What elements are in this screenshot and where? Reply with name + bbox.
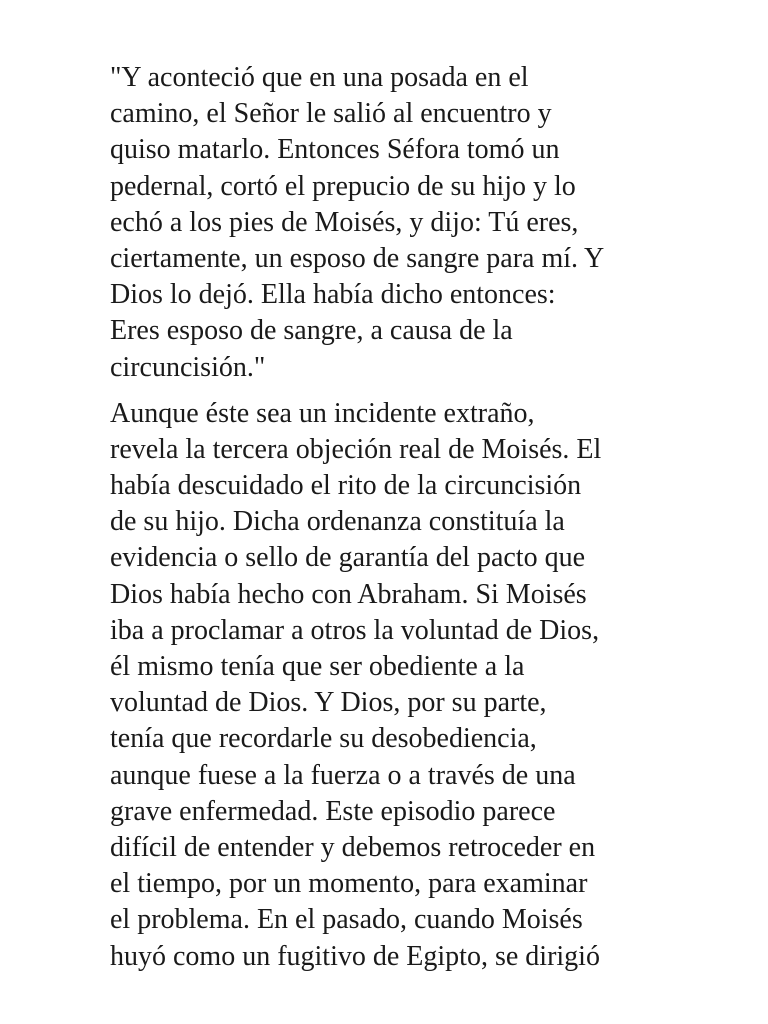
text-line: de su hijo. Dicha ordenanza constituía la (110, 506, 565, 538)
text-line: quiso matarlo. Entonces Séfora tomó un (110, 134, 560, 166)
paragraph-spacer (110, 386, 670, 396)
text-line: ciertamente, un esposo de sangre para mí. Y (110, 242, 605, 274)
paragraph-commentary (110, 396, 670, 975)
text-line: Eres esposo de sangre, a causa de la (110, 315, 513, 347)
text-line: había descuidado el rito de la circuncisión (110, 470, 582, 502)
text-line: aunque fuese a la fuerza o a través de una (110, 759, 576, 791)
text-line: Aunque éste sea un incidente extraño, (110, 397, 535, 429)
text-line: voluntad de Dios. Y Dios, por su parte, (110, 687, 547, 719)
text-line: iba a proclamar a otros la voluntad de Dios, (110, 614, 600, 646)
text-line: echó a los pies de Moisés, y dijo: Tú eres, (110, 206, 579, 238)
text-line: difícil de entender y debemos retroceder en (110, 831, 596, 863)
text-line: tenía que recordarle su desobediencia, (110, 723, 537, 755)
text-line: Dios había hecho con Abraham. Si Moisés (110, 578, 587, 610)
text-line: circuncisión." (110, 351, 266, 383)
text-line: "Y aconteció que en una posada en el (110, 62, 529, 93)
text-line: pedernal, cortó el prepucio de su hijo y lo (110, 170, 576, 202)
text-line: el problema. En el pasado, cuando Moisés (110, 904, 583, 936)
text-line: Dios lo dejó. Ella había dicho entonces: (110, 279, 556, 311)
text-line: evidencia o sello de garantía del pacto que (110, 542, 586, 574)
document-body (110, 60, 670, 975)
text-line: camino, el Señor le salió al encuentro y (110, 98, 552, 130)
text-line: el tiempo, por un momento, para examinar (110, 868, 588, 900)
text-line: revela la tercera objeción real de Moisés. El (110, 433, 602, 465)
text-line: él mismo tenía que ser obediente a la (110, 651, 525, 682)
paragraph-quote (110, 60, 670, 386)
text-line: grave enfermedad. Este episodio parece (110, 795, 556, 827)
text-line: huyó como un fugitivo de Egipto, se dirigió (110, 940, 600, 972)
